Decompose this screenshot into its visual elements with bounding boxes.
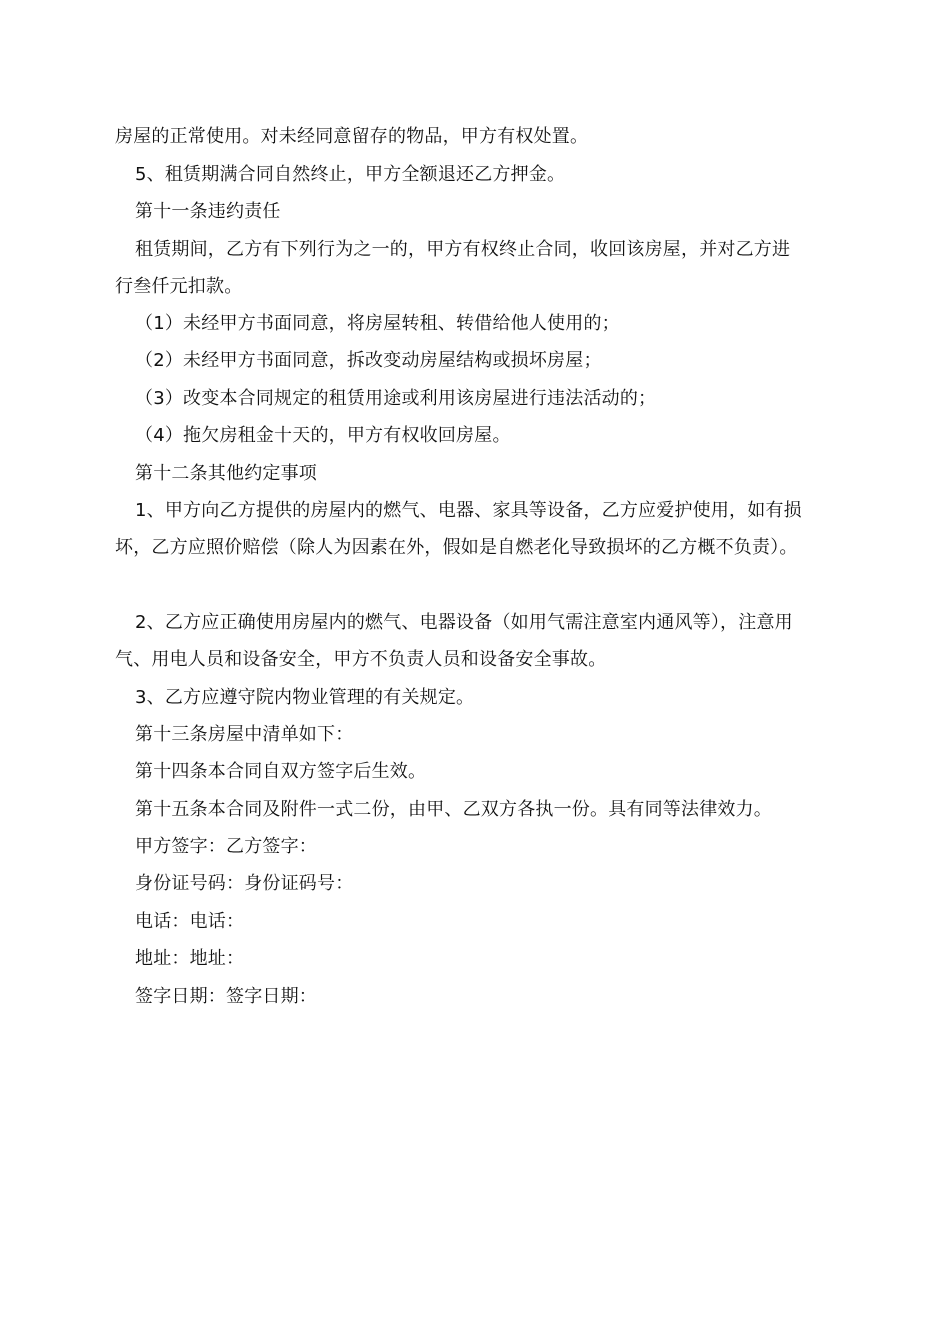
list-item: （3）改变本合同规定的租赁用途或利用该房屋进行违法活动的； bbox=[135, 388, 657, 409]
list-item: （2）未经甲方书面同意，拆改变动房屋结构或损坏房屋； bbox=[135, 350, 602, 371]
section-heading: 第十四条本合同自双方签字后生效。 bbox=[135, 761, 427, 782]
id-number-label: 身份证号码：身份证码号： bbox=[135, 873, 354, 894]
section-heading: 第十五条本合同及附件一式二份，由甲、乙双方各执一份。具有同等法律效力。 bbox=[135, 799, 772, 820]
signature-label: 甲方签字：乙方签字： bbox=[135, 836, 317, 857]
section-heading: 第十三条房屋中清单如下： bbox=[135, 724, 354, 745]
address-label: 地址：地址： bbox=[135, 948, 245, 969]
list-item: （1）未经甲方书面同意，将房屋转租、转借给他人使用的； bbox=[135, 313, 620, 334]
phone-label: 电话：电话： bbox=[135, 911, 245, 932]
list-item: （4）拖欠房租金十天的，甲方有权收回房屋。 bbox=[135, 425, 511, 446]
text-line: 房屋的正常使用。对未经同意留存的物品，甲方有权处置。 bbox=[115, 126, 589, 147]
text-line: 租赁期间，乙方有下列行为之一的，甲方有权终止合同，收回该房屋，并对乙方进 bbox=[135, 239, 791, 260]
text-line: 3、乙方应遵守院内物业管理的有关规定。 bbox=[135, 687, 475, 708]
signing-date-label: 签字日期：签字日期： bbox=[135, 986, 317, 1007]
text-line: 1、甲方向乙方提供的房屋内的燃气、电器、家具等设备，乙方应爱护使用，如有损 bbox=[135, 500, 802, 521]
text-line: 行叁仟元扣款。 bbox=[115, 276, 243, 297]
section-heading: 第十一条违约责任 bbox=[135, 201, 281, 222]
text-line: 气、用电人员和设备安全，甲方不负责人员和设备安全事故。 bbox=[115, 649, 607, 670]
text-line: 坏，乙方应照价赔偿（除人为因素在外，假如是自燃老化导致损坏的乙方概不负责）。 bbox=[115, 537, 798, 558]
text-line: 5、租赁期满合同自然终止，甲方全额退还乙方押金。 bbox=[135, 164, 566, 185]
text-line: 2、乙方应正确使用房屋内的燃气、电器设备（如用气需注意室内通风等），注意用 bbox=[135, 612, 793, 633]
section-heading: 第十二条其他约定事项 bbox=[135, 463, 317, 484]
